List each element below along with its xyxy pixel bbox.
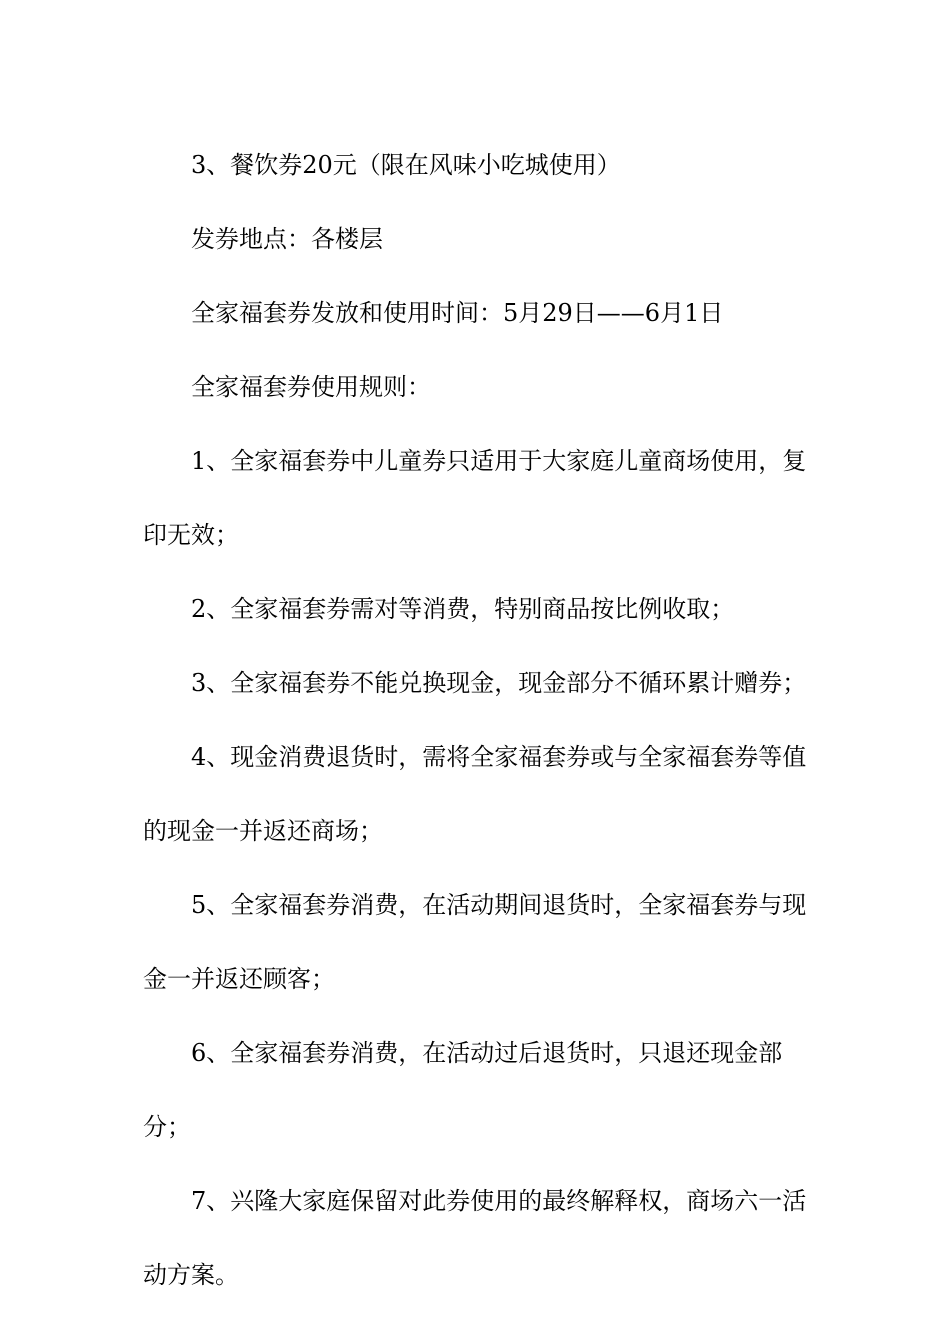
paragraph-rules-heading: 全家福套券使用规则： [191,373,431,401]
paragraph-rule-3: 3、全家福套券不能兑换现金，现金部分不循环累计赠券； [191,669,807,697]
paragraph-rule-6: 6、全家福套券消费，在活动过后退货时，只退还现金部分； [143,1039,783,1141]
paragraph-rule-4: 4、现金消费退货时，需将全家福套券或与全家福套券等值的现金一并返还商场； [143,743,807,845]
paragraph-food-voucher: 3、餐饮券20元（限在风味小吃城使用） [191,151,621,179]
paragraph-rule-5: 5、全家福套券消费，在活动期间退货时，全家福套券与现金一并返还顾客； [143,891,807,993]
paragraph-rule-7: 7、兴隆大家庭保留对此券使用的最终解释权，商场六一活动方案。 [143,1187,807,1289]
paragraph-distribution-location: 发券地点：各楼层 [191,225,383,253]
document-body [143,128,813,1312]
paragraph-rule-2: 2、全家福套券需对等消费，特别商品按比例收取； [191,595,735,623]
paragraph-rule-1: 1、全家福套券中儿童券只适用于大家庭儿童商场使用，复印无效； [143,447,807,549]
paragraph-usage-period: 全家福套券发放和使用时间：5月29日——6月1日 [191,299,724,327]
